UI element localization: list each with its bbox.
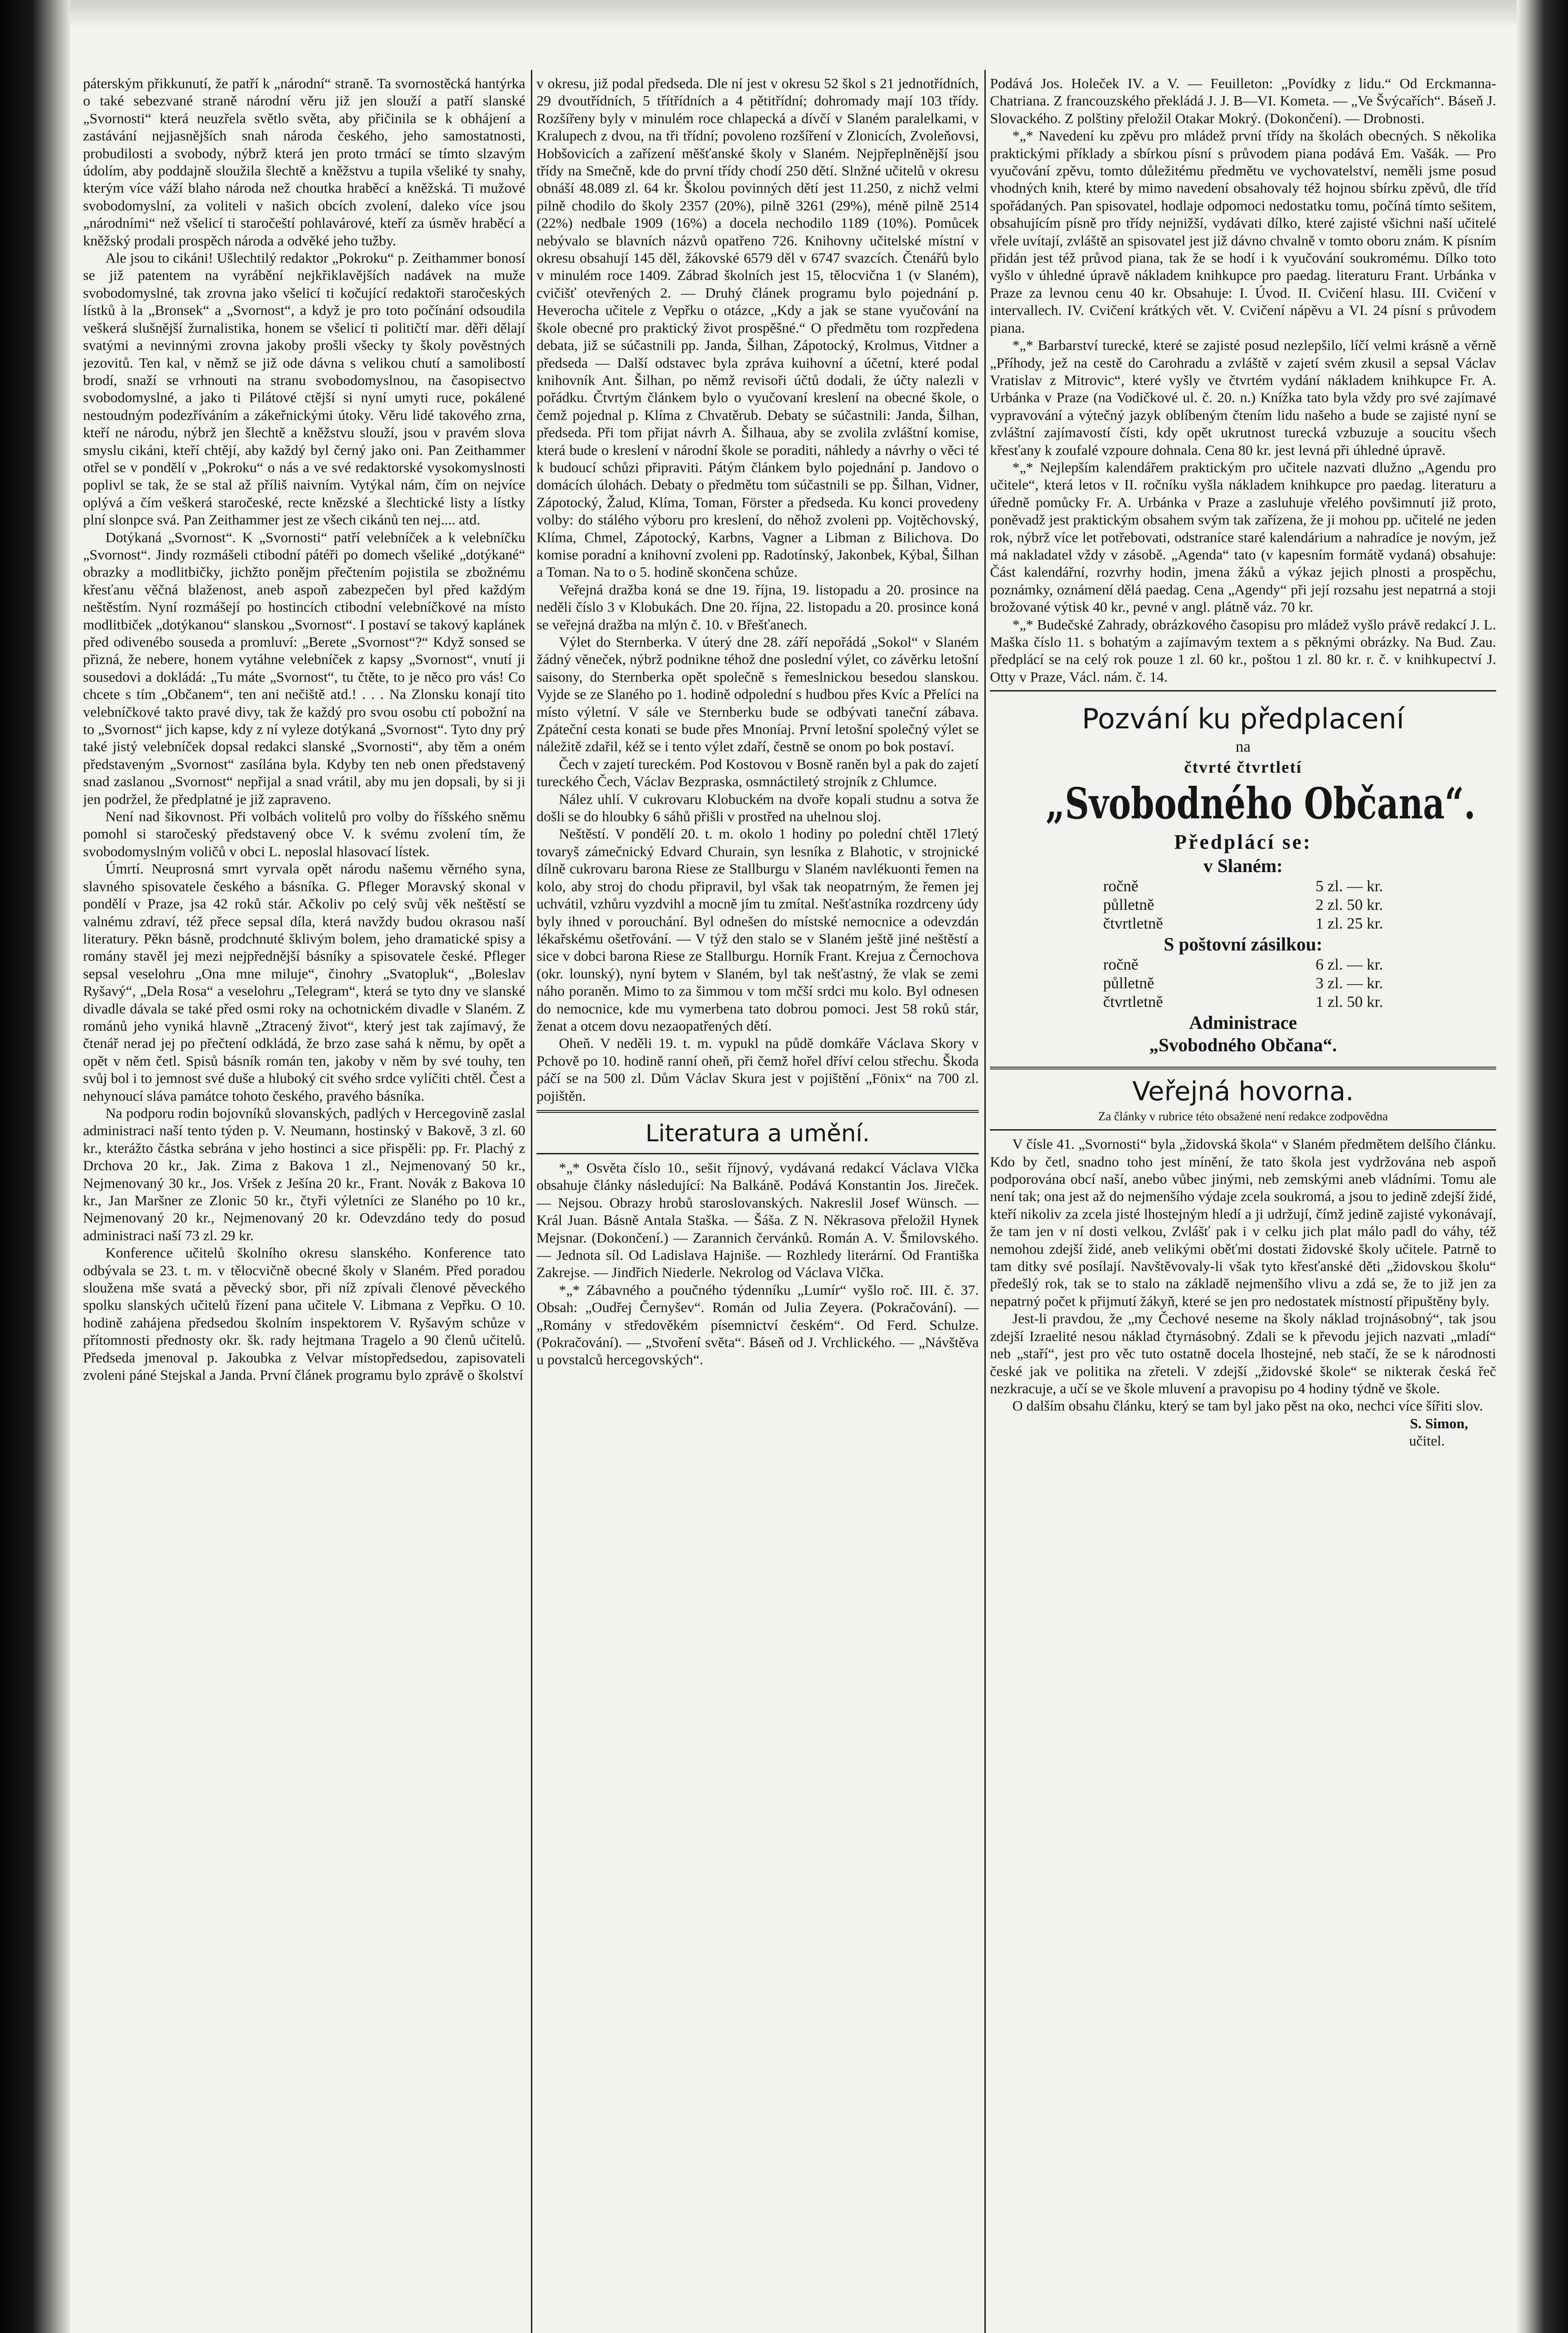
section-divider: [537, 1110, 979, 1113]
price-label: půlletně: [1103, 975, 1155, 992]
section-divider: [990, 1129, 1496, 1131]
article-paragraph: *„* Zábavného a poučného týdenníku „Lumír“ vyšlo roč. III. č. 37. Obsah: „Oudřej Černyšev“. Román od Julia Zeyera. (Pokračování). — „Romány v středověkém písemnictví českém“. Od Ferd. Schulze. (Pokračování). — „Stvoření světa“. Báseň od J. Vrchlického. — „Návštěva u povstalců hercegovských“.: [537, 1281, 979, 1368]
price-list-post: [1103, 956, 1383, 1012]
column-1: [83, 75, 525, 2333]
section-divider: [990, 690, 1496, 692]
section-heading-hovorna: Veřejná hovorna.: [1132, 1076, 1354, 1107]
page-top-edge: [70, 0, 1517, 28]
price-row: [1103, 974, 1383, 993]
price-value: 1 zl. 50 kr.: [1316, 993, 1383, 1011]
article-paragraph: *„* Nejlepším kalendářem praktickým pro učitele nazvati dlužno „Agendu pro učitele“, která letos v II. ročníku vyšla nákladem knihkupce pro paedag. literaturu a úředně pomůcky Fr. A. Urbánka v Praze a zasluhuje vřelého povšimnutí již proto, poněvadž jest praktickým obsahem svým tak zařízena, že ji mohou pp. učitelé ne jeden rok, nýbrž více let potřebovati, odstraníce staré kalendárium a nahradíce je novým, jež má nakladatel vždy v zásobě. „Agenda“ tato (v kapesním formátě vydaná) obsahuje: Část kalendářní, rozvrhy hodin, jmena žáků a výkaz jejich plnosti a prospěchu, poznámky, oznámení dělá paedag. Cena „Agendy“ při její rozsahu jest nepatrná a stoji brožované výtisk 40 kr., pevné v angl. plátně váz. 70 kr.: [990, 459, 1496, 615]
price-value: 2 zl. 50 kr.: [1316, 896, 1383, 914]
ad-line: S poštovní zásilkou:: [1164, 934, 1323, 955]
price-row: [1103, 956, 1383, 974]
section-divider: [537, 1153, 979, 1154]
section-divider: [990, 1067, 1496, 1069]
price-value: 1 zl. 25 kr.: [1316, 915, 1383, 933]
price-list-slany: [1103, 877, 1383, 933]
article-paragraph: Veřejná dražba koná se dne 19. října, 19. listopadu a 20. prosince na neděli číslo 3 v Klobukách. Dne 20. října, 22. listopadu a 20. prosince koná se veřejná dražba na mlýn č. 10. v Břešťanech.: [537, 581, 979, 633]
article-paragraph: Jest-li pravdou, že „my Čechové neseme na školy náklad trojnásobný“, tak jsou zdejší Izraelité nesou náklad čtyrnásobný. Zdali se k převodu jejich nazvati „mladí“ neb „staří“, jest pro věc tuto ostatně docela lhostejné, neb stačí, že se k národnosti české jak ve politika na zřeteli. V zdejší „židovské škole“ se nikterak česká řeč nezkracuje, a učí se ve škole mluvení a pravopisu po 4 hodiny týdně ve škole.: [990, 1310, 1496, 1397]
ad-line: Administrace: [1189, 1012, 1297, 1034]
article-paragraph: *„* Osvěta číslo 10., sešit říjnový, vydávaná redakcí Václava Vlčka obsahuje články následující: Na Balkáně. Podává Konstantin Jos. Jireček. — Nejsou. Obrazy hrobů staroslovanských. Nakreslil Josef Wünsch. — Král Juan. Básně Antala Staška. — Šáša. Z N. Někrasova přeložil Hynek Mejsnar. (Dokončení.) — Zarannich červánků. Román A. V. Šmilovského. — Jednota síl. Od Ladislava Hajniše. — Rozhledy literární. Od Františka Zakrejse. — Jindřich Niederle. Nekrolog od Václava Vlčka.: [537, 1159, 979, 1281]
price-row: [1103, 915, 1383, 933]
article-paragraph: Výlet do Sternberka. V úterý dne 28. září nepořádá „Sokol“ v Slaném žádný věneček, nýbrž podnikne téhož dne poslední výlet, co závěrku letošní saisony, do Sternberka opět společně s řemeslnickou besedou slanskou. Vyjde se ze Slaného po 1. hodině odpolední s hudbou přes Kvíc a Přelíci na místo výletní. V sále ve Sternberku bude se odbývati taneční zábava. Zpáteční cesta konati se bude přes Mnoníaj. První letošní společný výlet se náležitě zdařil, kéž se i tento výlet zdaří, čestně se onom po bok postaví.: [537, 634, 979, 755]
price-row: [1103, 993, 1383, 1012]
price-row: [1103, 896, 1383, 915]
signature: S. Simon,: [1410, 1415, 1468, 1432]
article-paragraph: Neštěstí. V pondělí 20. t. m. okolo 1 hodiny po polední chtěl 17letý tovaryš zámečnický Edvard Churain, syn lesníka z Blahotic, v strojnické dílně cukrovaru barona Riese ze Stallburgu v Slaném navlékuonti řemen na kolo, aby stroj do chodu připravil, byl však tak neopatrným, že řemen jej uchvátil, vzhůru vyzdvihl a mocně jím tu zmítal. Nešťastníka rozdrceny údy byly ihned v porouchání. Byl odnešen do místské nemocnice a odevzdán lékařskému ošetřování. — V týž den stalo se v Slaném ještě jiné neštěstí a sice v dobci barona Riese ze Stallburgu. Horník Frant. Krejua z Černochova (okr. lounský), nyní bytem v Slaném, byl tak nešťastný, že vlak se zemi náho poraněn. Mimo to za šimmou v tom mčší srdci mu kolo. Byl odnesen do nemocnice, kde mu vymerbena tato dobrou pomoci. Jest 58 roků stár, ženat a otcem dovu nezaopatřených dětí.: [537, 825, 979, 1034]
price-value: 6 zl. — kr.: [1316, 956, 1383, 974]
column-rule: [531, 70, 532, 2333]
ad-newspaper-name: „Svobodného Občana“.: [1045, 778, 1476, 829]
column-2: [537, 75, 979, 2333]
article-paragraph: Podává Jos. Holeček IV. a V. — Feuilleton: „Povídky z lidu.“ Od Erckmanna-Chatriana. Z francouzského překládá J. J. B—VI. Kometa. — „Ve Švýcařích“. Báseň J. Slovackého. Z polštiny přeložil Otakar Mokrý. (Dokončení). — Drobnosti.: [990, 75, 1496, 126]
column-rule: [984, 70, 986, 2333]
article-paragraph: Oheň. V neděli 19. t. m. vypukl na půdě domkáře Václava Skory v Pchově po 10. hodině ranní oheň, při čemž hořel dříví celou střechu. Škoda páčí se na 500 zl. Dům Václav Skura jest v pojištění „Fönix“ na 700 zl. pojištěn.: [537, 1035, 979, 1104]
article-paragraph: *„* Barbarství turecké, které se zajisté posud nezlepšilo, líčí velmi krásně a věrně „Příhody, jež na cestě do Carohradu a zvláště v zajetí svém zkusil a sepsal Václav Vratislav z Mitrovic“, které vyšly ve čtvrtém vydání nákladem knihkupce Fr. A. Urbánka v Praze (na Vodičkové ul. č. 20. n.) Knížka tato byla vždy pro své zajímavé vypravování a výtečný jazyk oblíbeným čtením lidu našeho a bude se zajisté nyní se zvláštní zajímavostí čísti, kdy opět ukrutnost turecká vzbuzuje a soucitu všech křesťany k zoufalé vzpoure dohnala. Cena 80 kr. jest levná při úhledné úpravě.: [990, 337, 1496, 458]
article-paragraph: Na podporu rodin bojovníků slovanských, padlých v Hercegovině zaslal administraci naší tento týden p. V. Neumann, hostinský v Bakově, 3 zl. 60 kr., kterážto částka sebrána v jeho hostinci a sice přispěli: pp. Fr. Plachý z Drchova 20 kr., Jak. Zima z Bakova 1 zl., Nejmenovaný 50 kr., Nejmenovaný 30 kr., Jos. Vršek z Ješína 20 kr., Frant. Novák z Bakova 10 kr., Jan Maršner ze Zlonic 50 kr., čtyři výletníci ze Slaného po 10 kr., Nejmenovaný 20 kr., Nejmenovaný 20 kr. Odevzdáno tedy do posud administraci naší 73 zl. 29 kr.: [83, 1104, 525, 1243]
article-paragraph: páterským přikkunutí, že patří k „národní“ straně. Ta svornostěcká hantýrka o také sebezvané straně národní věru již jen slouží a patří slanské „Svornosti“ která neuzřela světlo světa, aby přičinila se k obhájení a zastávání nejjasnějších snah národa českého, jeho samostatnosti, probudilosti a svobody, nýbrž která jen proto trmácí se tímto slzavým údolím, aby poddajně sloužila šlechtě a kněžstvu a tupila všeliké ty snahy, kterým více váží blaho národa než choutka hraběcí a kněžská. Ti mužové svobodomyslní, za voliteli v našich obcích zvolení, daleko více jsou „národními“ než všelicí ti staročeští pohlavárové, kteří za úsměv hraběcí a kněžský prodali prospěch národa a odvěké jeho tužby.: [83, 75, 525, 249]
ad-line: Předplácí se:: [1174, 831, 1312, 854]
section-subheading: Za články v rubrice této obsažené není redakce zodpovědna: [1098, 1110, 1388, 1124]
article-paragraph: Konference učitelů školního okresu slanského. Konference tato odbývala se 23. t. m. v tělocvičně obecné školy v Slaném. Před poradou sloužena mše svatá a pěvecký sbor, při níž zpívali členové pěveckého spolku slanských učitelů řízení pana učitele V. Libmana z Vepřku. O 10. hodině zahájena předsedou školním inspektorem V. Ryšavým schůze v přítomnosti přednosty okr. šk. rady hejtmana Tragelo a 90 členů učitelů. Předseda jmenoval p. Jakoubka z Velvar místopředsedou, zapisovateli zvoleni páné Stejskal a Janda. První článek programu bylo zprávě o školství: [83, 1244, 525, 1383]
ad-line: „Svobodného Občana“.: [1149, 1034, 1337, 1056]
price-label: ročně: [1103, 956, 1139, 974]
article-paragraph: Ale jsou to cikáni! Ušlechtilý redaktor „Pokroku“ p. Zeithammer bonosí se již patentem na vyrábění nejkřiklavějších nadávek na muže svobodomyslné, tak zrovna jako všelicí ti kočující redaktoři staročeských lístků à la „Bronsek“ a „Svornost“, a když je pro toto počínání odsoudila veškerá slušnější žurnalistika, honem se všelicí ti političtí mar. děři dělají svatými a nevinnými zrovna jakoby prošli všecky ty školy pověstných jezovitů. Ten kal, v němž se již ode dávna s velikou chutí a samolibostí brodí, snaží se vrhnouti na stranu svobodomyslnou, na časopisectvo svobodomyslné, a jako ti Pilátové ctější si nyní umyti ruce, pokálené nestoudným podezříváním a zákeřnickými útoky. Věru lidé takového zrna, kteří ne národu, nýbrž jen šlechtě a kněžstvu slouží, jsou v pravém slova smyslu cikáni, kteří chtějí, aby každý byl černý jako oni. Pan Zeithammer otřel se v pondělí v „Pokroku“ o nás a ve své redaktorské vysokomyslnosti poplivl se tak, že se stal až příliš naivním. Vytýkal nám, čím on nejvíce oplývá a čím veškerá staročeské, recte knězské a šlechtické listy a lístky plní slonpce svá. Pan Zeithammer jest ze všech cikánů ten nej.... atd.: [83, 250, 525, 528]
article-paragraph: *„* Budečské Zahrady, obrázkového časopisu pro mládež vyšlo právě redakcí J. L. Maška číslo 11. s bohatým a zajímavým textem a s pěknými obrázky. Na Bud. Zau. předplácí se na celý rok pouze 1 zl. 60 kr., poštou 1 zl. 80 kr. r. č. v knihkupectví J. Otty v Praze, Václ. nám. č. 14.: [990, 616, 1496, 685]
article-paragraph: Dotýkaná „Svornost“. K „Svornosti“ patří velebníček a k velebníčku „Svornost“. Jindy rozmášeli ctibodní pátéři po domech všeliké „dotýkané“ obrazky a modlitbičky, jichžto ponějm přečtením pojistila se zbožnému křesťanu věčná blaženost, aneb aspoň zabezpečen byl před každým neštěstím. Nyní rozmášejí po hostincích ctibodní velebníčkové na místo modlitbiček „dotýkanou“ slanskou „Svornost“. I postaví se takový kaplánek před odivenébo souseda a promluví: „Berete „Svornost“?“ Když sonsed se přizná, že nebere, honem vytáhne velebníček z kapsy „Svornost“, vnutí ji sousedovi a dokládá: „Tu máte „Svornost“, tu čtěte, to je něco pro vás! Co chcete s tím „Občanem“, ten ani nečiště atd.! . . . Na Zlonsku konají tito velebníčkové takto pravé divy, tak že každý pro svou osobu ctí pobožní na to „Svornost“ jich kapse, kdy z ní vyleze dotýkaná „Svornost“. Tyto dny prý také jistý velebníček dopsal redakci slanské „Svornosti“, aby těm a oném představeným „Svornost“ zasílána byla. Kdyby ten neb onen představený snad zaslanou „Svornost“ nepřijal a snad vrátil, aby mu jen dopsali, by si ji jen podržel, že předplatné je již zapraveno.: [83, 529, 525, 807]
signature-role: učitel.: [1409, 1432, 1445, 1449]
ad-line: čtvrté čtvrtletí: [1184, 758, 1302, 777]
ad-line: v Slaném:: [1203, 855, 1283, 877]
price-value: 5 zl. — kr.: [1316, 878, 1383, 895]
article-paragraph: Úmrtí. Neuprosná smrt vyrvala opět národu našemu věrného syna, slavného spisovatele českého a básníka. G. Pfleger Moravský skonal v pondělí v Praze, jsa 42 roků stár. Ačkoliv po celý svůj věk neštěstí se valnému zdraví, též přece sepsal díla, která navždy budou okrasou naší literatury. Pěkn básně, prodchnuté šklivým bolem, jeho dramatické spisy a romány stavěl jej mezi nejpřednější básníky a spisovatele české. Pfleger sepsal veselohru „Ona mne miluje“, činohry „Svatopluk“, „Boleslav Ryšavý“, „Dela Rosa“ a veselohru „Telegram“, která se tyto dny ve slanské divadle dávala se také před osmi roky na ochotnickém divadle v Slaném. Z románů jeho vyniká hlavně „Ztracený život“, který jest tak zajímavý, že čtenář nerad jej po přečtení odkládá, že brzo zase sahá k němu, by opět a opět v něm četl. Spisů básník román ten, jakoby v něm by své touhy, ten svůj bol i to jemnost své duše a hluboký cit svého srdce vylíčiti chtěl. Čest a nehynoucí sláva památce tohoto českého, pravého básníka.: [83, 860, 525, 1104]
article-paragraph: v okresu, již podal předseda. Dle ní jest v okresu 52 škol s 21 jednotřídních, 29 dvoutřídních, 5 třítřídních a 4 pětitřídní; dohromady mají 103 třídy. Rozšířeny byly v minulém roce chlapecká a dívčí v Slaném paralelkami, v Kralupech z dvou, na tři třídní; povoleno rozšíření v Zlonicích, Zvoleňovsi, Hobšovicích a zařízení měšťanské školy v Slaném. Nejpřeplněnější jsou třídy na Smečně, kde do první třídy chodí 250 dětí. Slnžné učitelů v okresu obnáší 48.089 zl. 64 kr. Školou povinných dětí jest 11.250, z nichž velmi pilně chodilo do školy 2357 (20%), pilně 3261 (29%), méně pilně 2514 (22%) nedbale 1909 (16%) a docela nechodilo 1189 (10%). Pomůcek nebývalo se blavních názvů opatřeno 726. Knihovny učitelské místní v okresu obsahují 145 děl, žákovské 6579 děl v 6747 svazcích. Čtenářů bylo v minulém roce 1409. Zábrad školních jest 15, tělocvična 1 (v Slaném), cvičišť otevřených 2. — Druhý článek programu bylo pojednání p. Heverocha učitele z Vepřku o otázce, „Kdy a jak se stane vyučování na škole obecné pro praktický život prospěšné.“ O předmětu tom rozpředena debata, již se súčastnili pp. Janda, Šilhan, Zápotocký, Krolmus, Vitdner a předseda — Další odstavec byla zpráva kuihovní a účetní, které podal knihovník Ant. Šilhan, po němž revisoři účtů dodali, že účty nalezli v pořádku. Čtvrtým článkem bylo o vyučovaní kreslení na obecné škole, o čemž pojednal p. Klíma z Chvatěrub. Debaty se súčastnili: Janda, Šilhan, předseda. Při tom přijat návrh A. Šilhaua, aby se zvolila zvláštní komise, která bude o kreslení v národní škole se poraditi, náhledy a návrhy o věci té k budoucí schůzi připraviti. Pátým článkem bylo pojednání p. Jandovo o domácích úlohách. Debaty o předmětu tom súčastnili se pp. Šilhan, Vidner, Zápotocký, Žalud, Klíma, Toman, Förster a předseda. Ku konci provedeny volby: do stálého výboru pro kreslení, do něhož zvoleni pp. Vojtěchovský, Klíma, Chmel, Zápotocký, Karbns, Vagner a Libman z Bilichova. Do komise poradní a knihovní zvoleni pp. Radotínský, Jakonbek, Kýbal, Šilhan a Toman. Na to o 5. hodině skončena schůze.: [537, 75, 979, 580]
ad-title: Pozvání ku předplacení: [1082, 703, 1404, 736]
article-paragraph: *„* Navedení ku zpěvu pro mládež první třídy na školách obecných. S několika praktickými příklady a sbírkou písní s průvodem piana podává Em. Vašák. — Pro vyučování zpěvu, tomto důležitému předmětu ve vychovatelství, neměli jsme posud vhodných knih, které by mimo navedení obsahovaly též hojnou sbírku zpěvů, dle tříd spořádaných. Pan spisovatel, hodlaje odpomoci nedostatku tomu, počíná tímto sešitem, obsahujícím písně pro třídy nejnižší, vydávati dílko, které zajisté všichni naší učitelé vřele uvítají, zvláště an spisovatel jest již dávno chvalně v tomto oboru znám. K písním přidán jest též průvod piana, tak že se hodí i k vyučování soukromému. Dílko toto vyšlo v úhledné úpravě nákladem knihkupce pro paedag. literaturu Frant. Urbánka v Praze za levnou cenu 40 kr. Obsahuje: I. Úvod. II. Cvičení hlasu. III. Cvičení v intervallech. IV. Cvičení krátkých vět. V. Cvičení nápěvu a VI. 24 písní s průvodem piana.: [990, 127, 1496, 336]
article-paragraph: O dalším obsahu článku, který se tam byl jako pěst na oko, nechci více šířiti slov.: [1012, 1397, 1483, 1414]
column-3: [990, 75, 1496, 2333]
article-paragraph: V čísle 41. „Svornosti“ byla „židovská škola“ v Slaném předmětem delšího článku. Kdo by četl, snadno toho jest mínění, že tato škola jest vydržována neb aspoň podporována obcí naší, anebo vůbec jinými, neb zemskými aneb vládními. Tomu ale není tak; ona jest až do nejmenšího výdaje zcela soukromá, a jsou to jedině zdejší židé, kteří nikoliv za zcela jisté lhostejným hledí a ji udržují, čímž jedině zajisté vykonávají, že tam jen v ní dosti velkou, Zvlášť pak i v celku jich plat málo padl do váhy, též nemohou zdejší židé, aneb velikými oběťmi dostati židovské školy učitele. Patrně to tam ditky své posílají. Navštěvovaly-li však tyto křesťanské děti „židovskou školu“ předešlý rok, tak se to stalo na základě nejmenšího vlivu a zdá se, že to již jen za nepatrný počet k přijmutí žákyň, které se jen pro nedostatek místností připuštěny byly.: [990, 1136, 1496, 1309]
section-heading-literature: Literatura a umění.: [645, 1119, 870, 1147]
article-paragraph: Není nad šikovnost. Při volbách volitelů pro volby do říšského sněmu pomohl si staročeský představený obce V. k svému zvolení tím, že svobodomyslným voličů v obci L. neposlal hlasovací lístek.: [83, 808, 525, 859]
price-label: půlletně: [1103, 896, 1155, 914]
article-paragraph: Nález uhlí. V cukrovaru Klobuckém na dvoře kopali studnu a sotva že došli se do hloubky 6 sáhů přišli v prostřed na uhelnou sloj.: [537, 790, 979, 825]
price-label: čtvrtletně: [1103, 915, 1163, 933]
price-label: čtvrtletně: [1103, 993, 1163, 1011]
price-value: 3 zl. — kr.: [1316, 975, 1383, 992]
ad-line: na: [1235, 738, 1251, 756]
price-row: [1103, 877, 1383, 896]
subscription-ad: [990, 696, 1496, 1061]
article-paragraph: Čech v zajetí tureckém. Pod Kostovou v Bosně raněn byl a pak do zajetí tureckého Čech, Václav Bezpraska, osmnáctiletý strojník z Chlumce.: [537, 755, 979, 790]
price-label: ročně: [1103, 878, 1139, 895]
